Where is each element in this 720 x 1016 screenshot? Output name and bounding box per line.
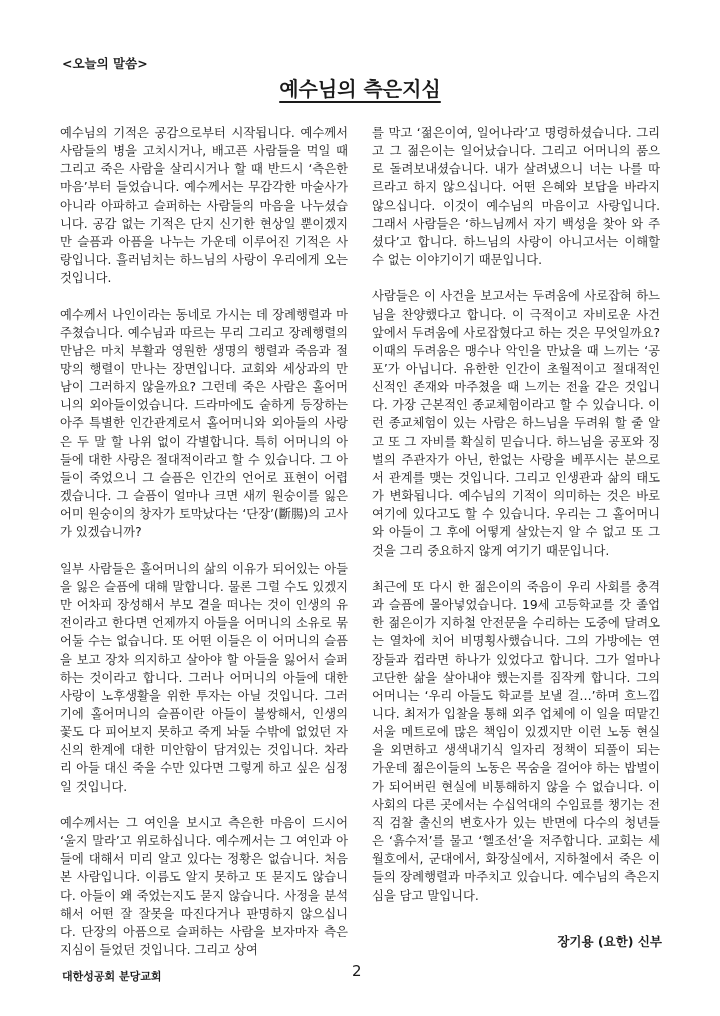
- paragraph: 예수께서 나인이라는 동네로 가시는 데 장례행렬과 마주쳤습니다. 예수님과 따르는 무리 그리고 장례행렬의 만남은 마치 부활과 영원한 생명의 행렬과 죽음과 절망의 행렬이 만나는 장면입니다. 교회와 세상과의 만남이 그러하지 않을까요? 그런데 죽은 사람은 홀어머니의 외아들이었습니다. 드라마에도 숱하게 등장하는 아주 특별한 인간관계로서 홀어머니와 외아들의 사랑은 두 말 할 나위 없이 각별합니다. 특히 어머니의 아들에 대한 사랑은 절대적이라고 할 수 있습니다. 그 아들이 죽었으니 그 슬픔은 인간의 언어로 표현이 어렵겠습니다. 그 슬픔이 얼마나 크면 새끼 원숭이를 잃은 어미 원숭이의 창자가 토막났다는 ‘단장’(斷腸)의 고사가 있겠습니까?: [60, 307, 348, 540]
- paragraph: 최근에 또 다시 한 젊은이의 죽음이 우리 사회를 충격과 슬픔에 몰아넣었습니다. 19세 고등학교를 갓 졸업한 젊은이가 지하철 안전문을 수리하는 도중에 달려오는 열차에 치어 비명횡사했습니다. 그의 가방에는 연장들과 컵라면 하나가 있었다고 합니다. 그가 얼마나 고단한 삶을 살아내야 했는지를 짐작케 합니다. 그의 어머니는 ‘우리 아들도 학교를 보낼 걸…’하며 흐느낍니다. 최저가 입찰을 통해 외주 업체에 이 일을 떠맡긴 서울 메트로에 많은 책임이 있겠지만 이런 노동 현실을 외면하고 생색내기식 일자리 정책이 되풀이 되는 가운데 젊은이들의 노동은 목숨을 걸어야 하는 밥벌이가 되어버린 현실에 비통해하지 않을 수 없습니다. 이 사회의 다른 곳에서는 수십억대의 수임료를 챙기는 전직 검찰 출신의 변호사가 있는 반면에 다수의 청년들은 ‘흙수저’를 물고 ‘헬조선’을 저주합니다. 교회는 세월호에서, 군대에서, 화장실에서, 지하철에서 죽은 이들의 장례행렬과 마주치고 있습니다. 예수님의 측은지심을 담고 말입니다.: [372, 579, 660, 903]
- paragraph: 를 막고 ‘젊은이여, 일어나라’고 명령하셨습니다. 그리고 그 젊은이는 일어났습니다. 그리고 어머니의 품으로 돌려보내셨습니다. 내가 살려냈으니 너는 나를 따르라고 하지 않으십니다. 어떤 은혜와 보답을 바라지 않으십니다. 이것이 예수님의 마음이고 사랑입니다. 그래서 사람들은 ‘하느님께서 자기 백성을 찾아 와 주셨다’고 합니다. 하느님의 사랑이 아니고서는 이해할 수 없는 이야기이기 때문입니다.: [372, 126, 660, 268]
- page-title: 예수님의 측은지심: [279, 77, 441, 101]
- paragraph: 사람들은 이 사건을 보고서는 두려움에 사로잡혀 하느님을 찬양했다고 합니다. 이 극적이고 자비로운 사건 앞에서 두려움에 사로잡혔다고 하는 것은 무엇일까요? 이때의 두려움은 맹수나 악인을 만났을 때 느끼는 ‘공포’가 아닙니다. 유한한 인간이 초월적이고 절대적인 신적인 존재와 마주쳤을 때 느끼는 전율 같은 것입니다. 가장 근본적인 종교체험이라고 할 수 있습니다. 이런 종교체험이 있는 사람은 하느님을 두려워 할 줄 알고 또 그 자비를 확실히 믿습니다. 하느님을 공포와 징벌의 주관자가 아닌, 한없는 사랑을 베푸시는 분으로서 관계를 맺는 것입니다. 그리고 인생관과 삶의 태도가 변화됩니다. 예수님의 기적이 의미하는 것은 바로 여기에 있다고도 할 수 있습니다. 우리는 그 홀어머니와 아들이 그 후에 어떻게 살았는지 알 수 없고 또 그것을 그리 중요하지 않게 여기기 때문입니다.: [372, 289, 660, 558]
- page-title-wrapper: [0, 73, 720, 102]
- section-label: <오늘의 말씀>: [62, 56, 148, 71]
- left-column: [60, 124, 348, 977]
- paragraph: 예수님의 기적은 공감으로부터 시작됩니다. 예수께서 사람들의 병을 고치시거나, 배고픈 사람들을 먹일 때 그리고 죽은 사람을 살리시거나 할 때 반드시 ‘측은한 마음’부터 들었습니다. 예수께서는 무감각한 마술사가 아니라 아파하고 슬퍼하는 사람들의 마음을 나누셨습니다. 공감 없는 기적은 단지 신기한 현상일 뿐이겠지만 슬픔과 아픔을 나누는 가운데 이루어진 기적은 사랑입니다. 흘러넘치는 하느님의 사랑이 우리에게 오는 것입니다.: [60, 126, 348, 286]
- footer-organization: 대한성공회 분당교회: [62, 970, 162, 983]
- right-column: [372, 124, 660, 923]
- page-number: 2: [352, 962, 362, 980]
- paragraph: 예수께서는 그 여인을 보시고 측은한 마음이 드시어 ‘울지 말라’고 위로하십니다. 예수께서는 그 여인과 아들에 대해서 미리 알고 있다는 정황은 없습니다. 처음 본 사람입니다. 이름도 알지 못하고 또 묻지도 않습니다. 아들이 왜 죽었는지도 묻지 않습니다. 사정을 분석해서 어떤 잘 잘못을 따진다거나 판명하지 않으십니다. 단장의 아픔으로 슬퍼하는 사람을 보자마자 측은지심이 들었던 것입니다. 그리고 상여: [60, 815, 348, 957]
- paragraph: 일부 사람들은 홀어머니의 삶의 이유가 되어있는 아들을 잃은 슬픔에 대해 말합니다. 물론 그럴 수도 있겠지만 어차피 장성해서 부모 곁을 떠나는 것이 인생의 유전이라고 한다면 언제까지 아들을 어머니의 소유로 묶어둘 수는 없습니다. 또 어떤 이들은 이 어머니의 슬픔을 보고 장차 의지하고 살아야 할 아들을 잃어서 슬퍼하는 것이라고 합니다. 그러나 어머니의 아들에 대한 사랑이 노후생활을 위한 투자는 아닐 것입니다. 그러기에 홀어머니의 슬픔이란 아들이 불쌍해서, 인생의 꽃도 다 피어보지 못하고 죽게 놔둘 수밖에 없었던 자신의 한계에 대한 미안함이 담겨있는 것입니다. 차라리 아들 대신 죽을 수만 있다면 그렇게 하고 싶은 심정일 것입니다.: [60, 561, 348, 794]
- author-signature: 장기용 (요한) 신부: [557, 934, 662, 949]
